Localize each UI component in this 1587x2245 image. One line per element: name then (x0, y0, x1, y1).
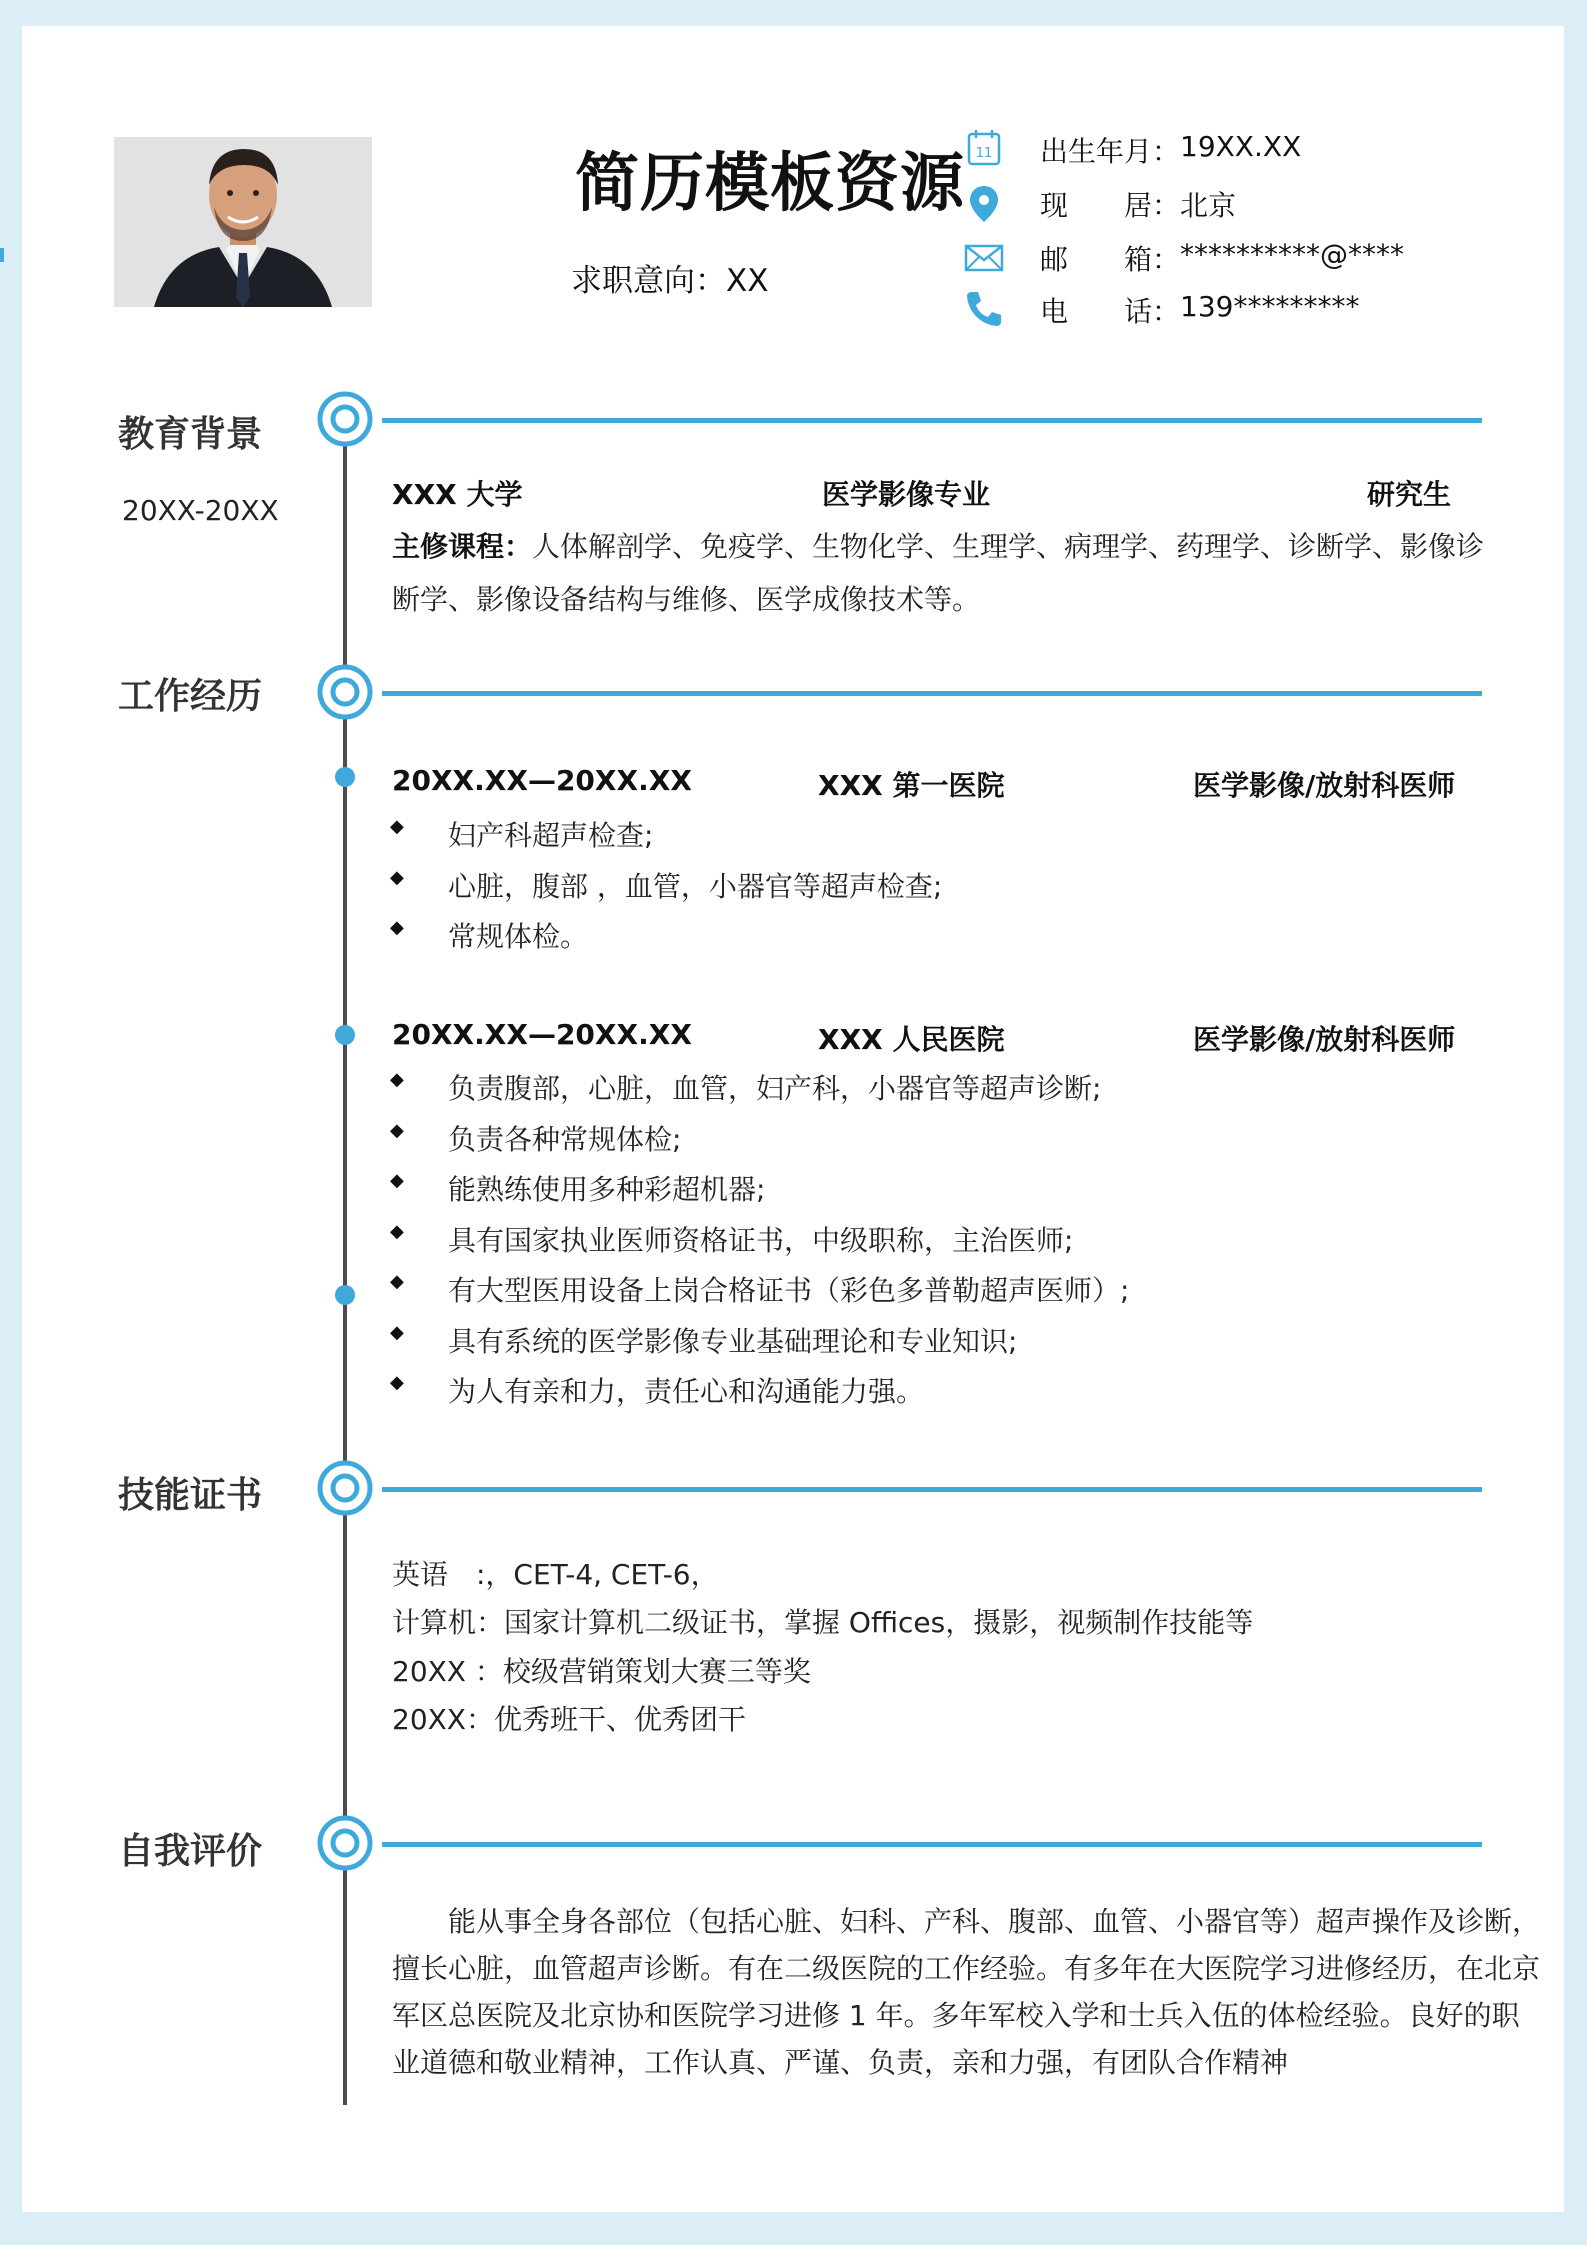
job-1-company: XXX 第一医院 (818, 769, 1005, 802)
bullet-diamond-icon: ◆ (390, 1069, 404, 1090)
bullet-diamond-icon: ◆ (390, 917, 404, 938)
work-section-title: 工作经历 (118, 676, 263, 717)
major-name: 医学影像专业 (822, 478, 991, 511)
bullet-diamond-icon: ◆ (390, 1322, 404, 1343)
skills-section-title: 技能证书 (118, 1475, 263, 1516)
email-label: 邮 箱： (1040, 243, 1181, 276)
self-line-3: 军区总医院及北京协和医院学习进修 1 年。多年军校入学和士兵入伍的体检经验。良好的职 (392, 1999, 1520, 2032)
job-1-period: 20XX.XX—20XX.XX (392, 764, 692, 797)
bullet-diamond-icon: ◆ (390, 1221, 404, 1242)
bullet-diamond-icon: ◆ (390, 1372, 404, 1393)
courses-label: 主修课程： (392, 530, 533, 563)
birth-date-label: 出生年月： (1040, 135, 1181, 168)
self-section-title: 自我评价 (118, 1831, 263, 1872)
job-2-period: 20XX.XX—20XX.XX (392, 1018, 692, 1051)
calendar-day-number: 11 (975, 146, 993, 161)
self-rule (382, 1842, 1482, 1847)
profile-photo (114, 137, 372, 307)
courses-line-2: 断学、影像设备结构与维修、医学成像技术等。 (392, 583, 981, 616)
person-portrait-icon (114, 137, 372, 307)
phone-value: 139********* (1180, 290, 1360, 323)
skill-computer: 计算机：国家计算机二级证书，掌握 Offices，摄影，视频制作技能等 (392, 1606, 1254, 1639)
degree-name: 研究生 (1367, 478, 1452, 511)
location-pin-icon (963, 184, 1005, 224)
skill-english: 英语 :，CET-4, CET-6， (392, 1558, 719, 1591)
courses-text-1: 人体解剖学、免疫学、生物化学、生理学、病理学、药理学、诊断学、影像诊 (532, 530, 1485, 563)
envelope-icon (963, 238, 1005, 278)
school-name: XXX 大学 (392, 478, 523, 511)
calendar-icon (963, 128, 1005, 168)
phone-icon (963, 288, 1005, 328)
job-2-extra-dot (335, 1285, 355, 1305)
job-2-dot (335, 1025, 355, 1045)
bullet-diamond-icon: ◆ (390, 1170, 404, 1191)
self-ring-icon (316, 1814, 374, 1872)
edge-mark (0, 248, 4, 262)
birth-date-value: 19XX.XX (1180, 130, 1302, 163)
residence-label: 现 居： (1040, 189, 1181, 222)
skills-rule (382, 1487, 1482, 1492)
skill-award-2: 20XX：优秀班干、优秀团干 (392, 1703, 746, 1736)
education-period: 20XX-20XX (122, 494, 279, 527)
bullet-diamond-icon: ◆ (390, 1271, 404, 1292)
job-objective: 求职意向：XX (571, 263, 769, 299)
job-1-dot (335, 767, 355, 787)
skill-award-1: 20XX ：校级营销策划大赛三等奖 (392, 1655, 811, 1688)
resume-title: 简历模板资源 (575, 147, 965, 221)
job-1-position: 医学影像/放射科医师 (1193, 769, 1456, 802)
bullet-diamond-icon: ◆ (390, 1120, 404, 1141)
work-rule (382, 691, 1482, 696)
email-value: **********@**** (1180, 238, 1404, 271)
job-2-position: 医学影像/放射科医师 (1193, 1023, 1456, 1056)
resume-page (22, 26, 1564, 2212)
education-rule (382, 418, 1482, 423)
self-line-2: 擅长心脏，血管超声诊断。有在二级医院的工作经验。有多年在大医院学习进修经历，在北京 (392, 1952, 1541, 1985)
skills-ring-icon (316, 1459, 374, 1517)
bullet-diamond-icon: ◆ (390, 816, 404, 837)
courses-line-1 (392, 525, 1484, 565)
phone-label: 电 话： (1040, 295, 1181, 328)
education-section-title: 教育背景 (118, 414, 263, 455)
education-ring-icon (316, 390, 374, 448)
job-2-company: XXX 人民医院 (818, 1023, 1005, 1056)
self-line-4: 业道德和敬业精神，工作认真、严谨、负责，亲和力强，有团队合作精神 (392, 2046, 1289, 2079)
bullet-diamond-icon: ◆ (390, 867, 404, 888)
self-line-1: 能从事全身各部位（包括心脏、妇科、产科、腹部、血管、小器官等）超声操作及诊断， (448, 1905, 1541, 1938)
residence-value: 北京 (1180, 189, 1237, 222)
work-ring-icon (316, 663, 374, 721)
